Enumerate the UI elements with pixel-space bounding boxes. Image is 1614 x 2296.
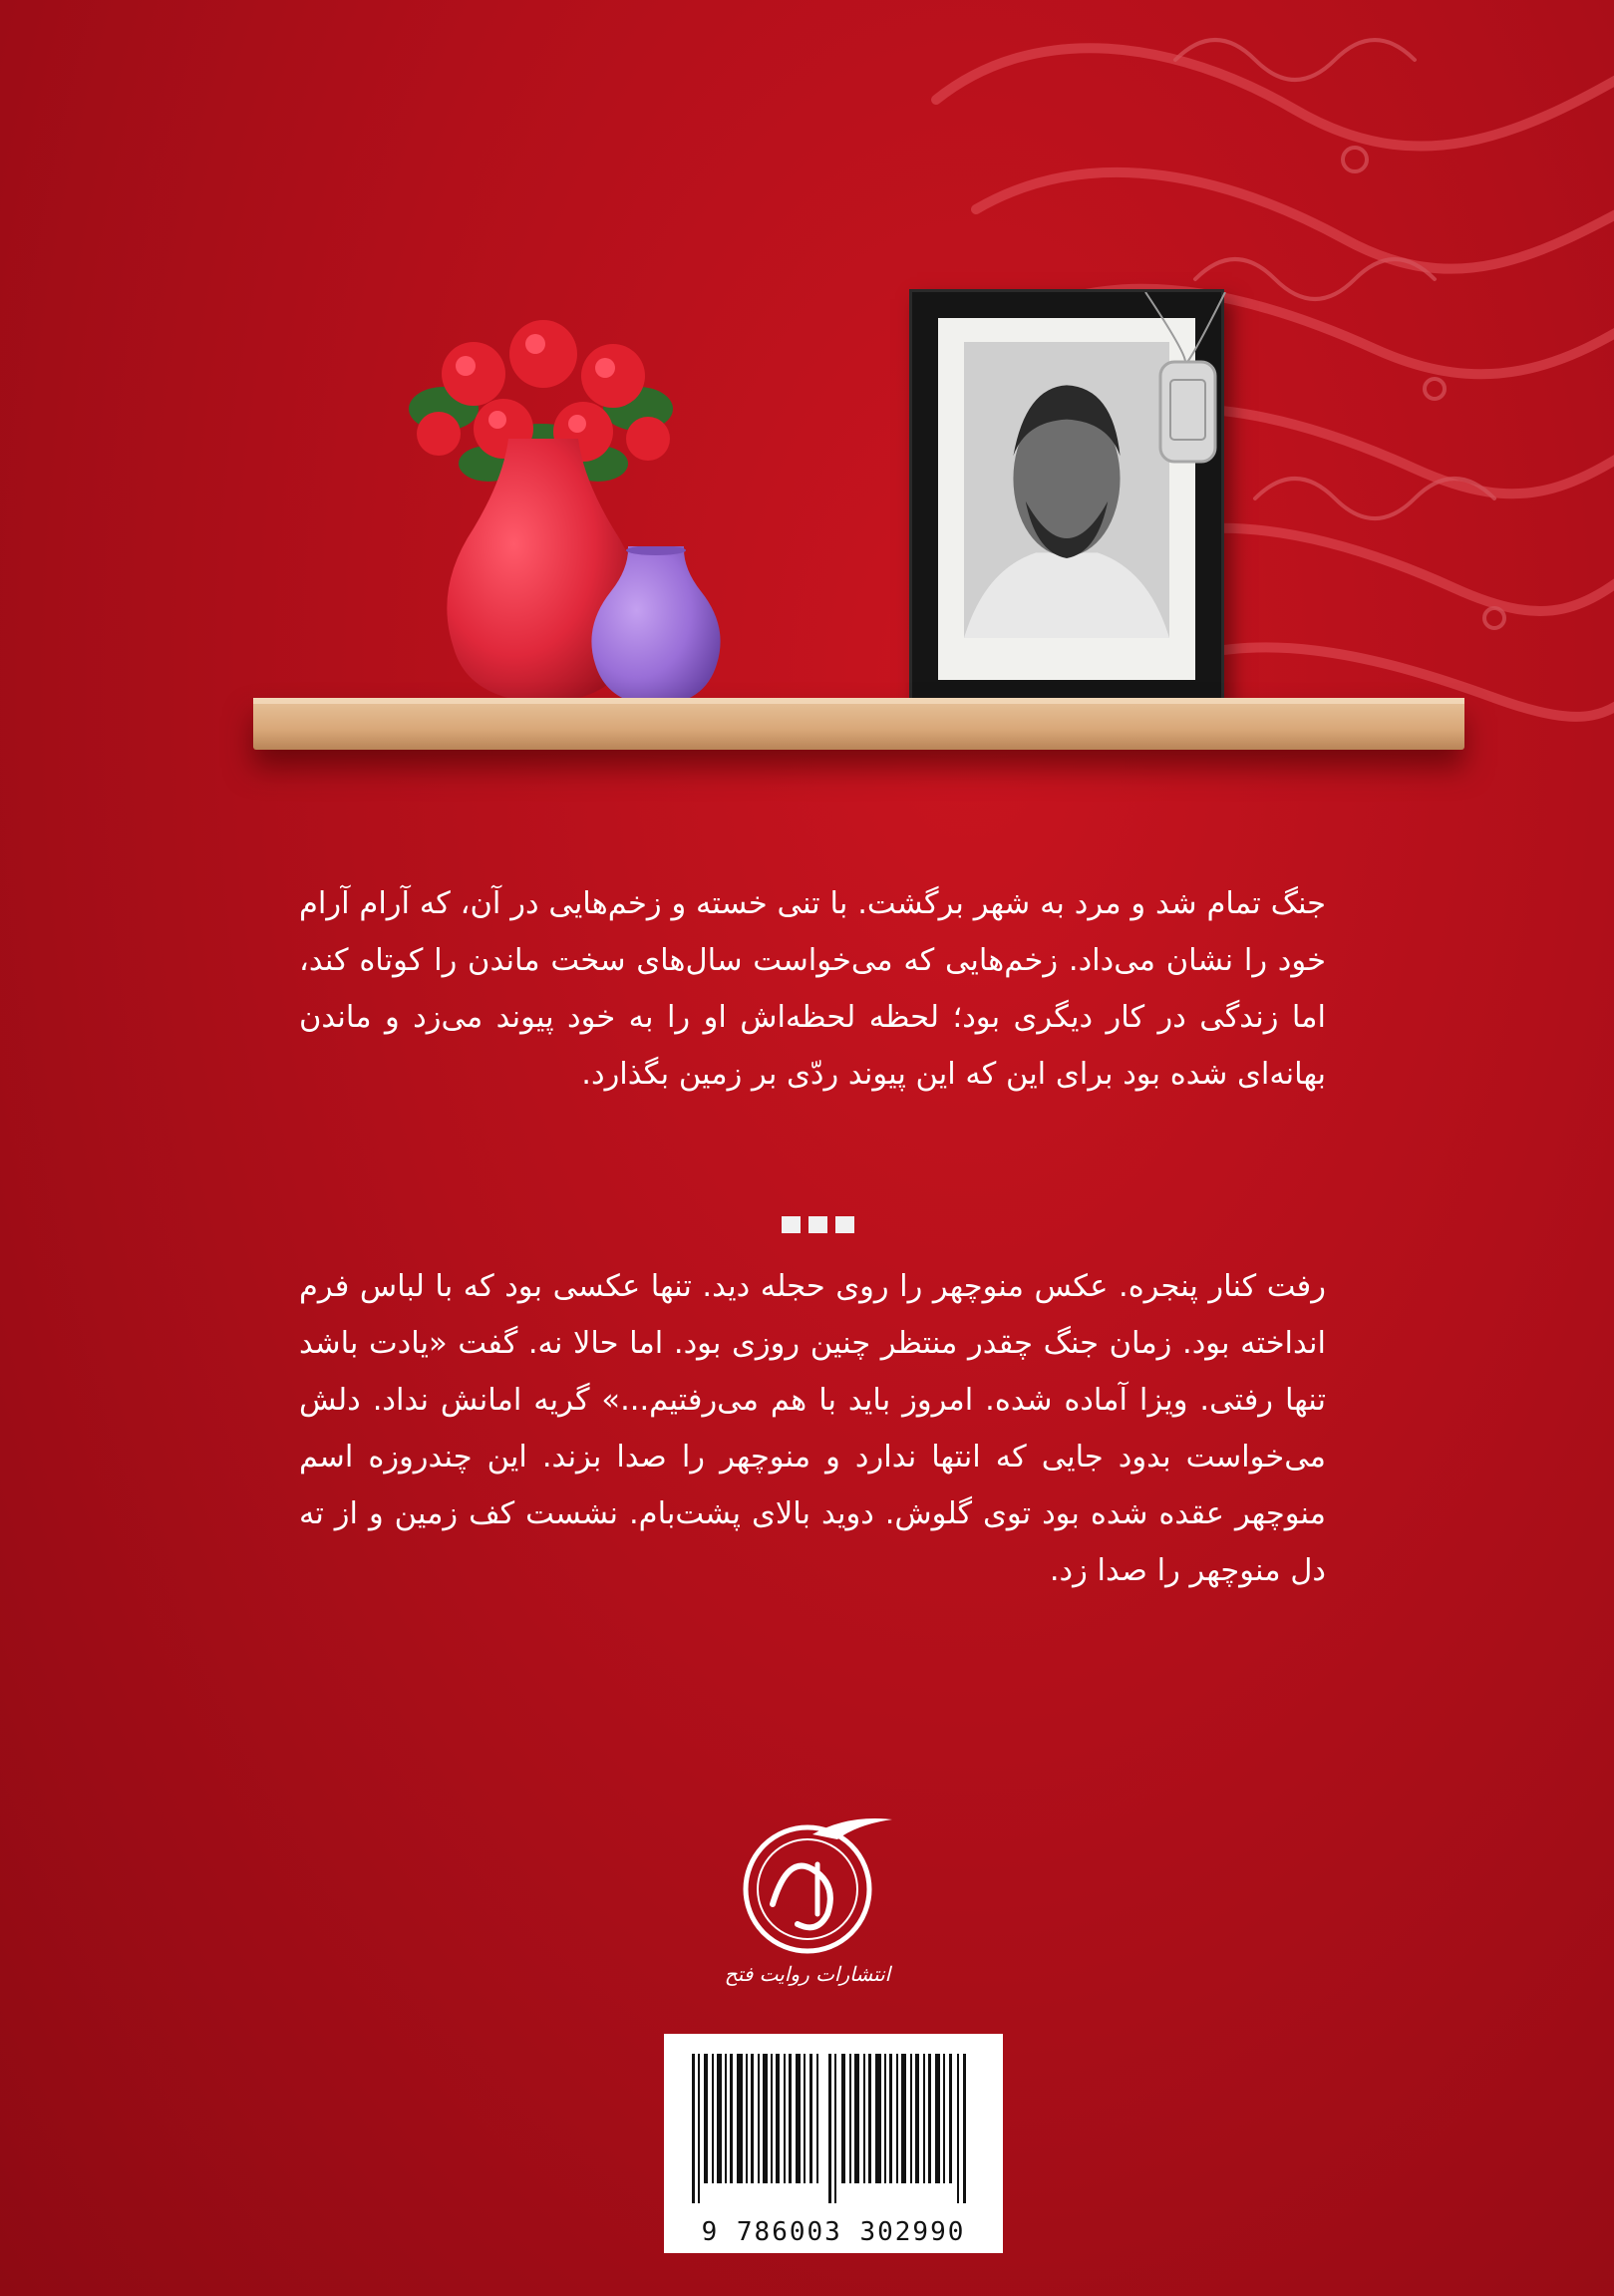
purple-vase — [583, 546, 729, 706]
blurb-paragraph-2: رفت کنار پنجره. عکس منوچهر را روی حجله دید. تنها عکسی بود که با لباس فرم انداخته بود. زمان جنگ چقدر منتظر چنین روزی بود. اما حالا نه. گفت «یادت باشد تنها رفتی. ویزا آماده شده. امروز باید با هم می‌رفتیم...» گریه امانش نداد. دلش می‌خواست بدود جایی که انتها ندارد و منوچهر را صدا بزند. این چندروزه اسم منوچهر عقده شده بود توی گلوش. دوید بالای پشت‌بام. نشست کف زمین و از ته دل منوچهر را صدا زد. — [299, 1269, 1326, 1588]
section-separator — [782, 1216, 854, 1233]
isbn-barcode-box — [664, 2034, 1003, 2253]
separator-square — [782, 1216, 801, 1233]
publisher-name: انتشارات روایت فتح — [724, 1962, 891, 1986]
dog-tag-icon — [1126, 292, 1245, 472]
shelf-scene — [0, 0, 1614, 798]
portrait-frame — [909, 289, 1224, 709]
separator-square — [835, 1216, 854, 1233]
barcode-icon — [684, 2054, 983, 2213]
isbn-number: 9 786003 302990 — [701, 2217, 966, 2247]
separator-square — [808, 1216, 827, 1233]
wooden-shelf — [253, 698, 1464, 750]
blurb-paragraph-1: جنگ تمام شد و مرد به شهر برگشت. با تنی خسته و زخم‌هایی در آن، که آرام آرام خود را نشان می‌داد. زخم‌هایی که می‌خواست سال‌های سخت ماندن را کوتاه کند، اما زندگی در کار دیگری بود؛ لحظه لحظه‌اش او را به خود پیوند می‌زد و ماندن بهانه‌ای شده بود برای این که این پیوند ردّی بر زمین بگذارد. — [299, 886, 1326, 1092]
